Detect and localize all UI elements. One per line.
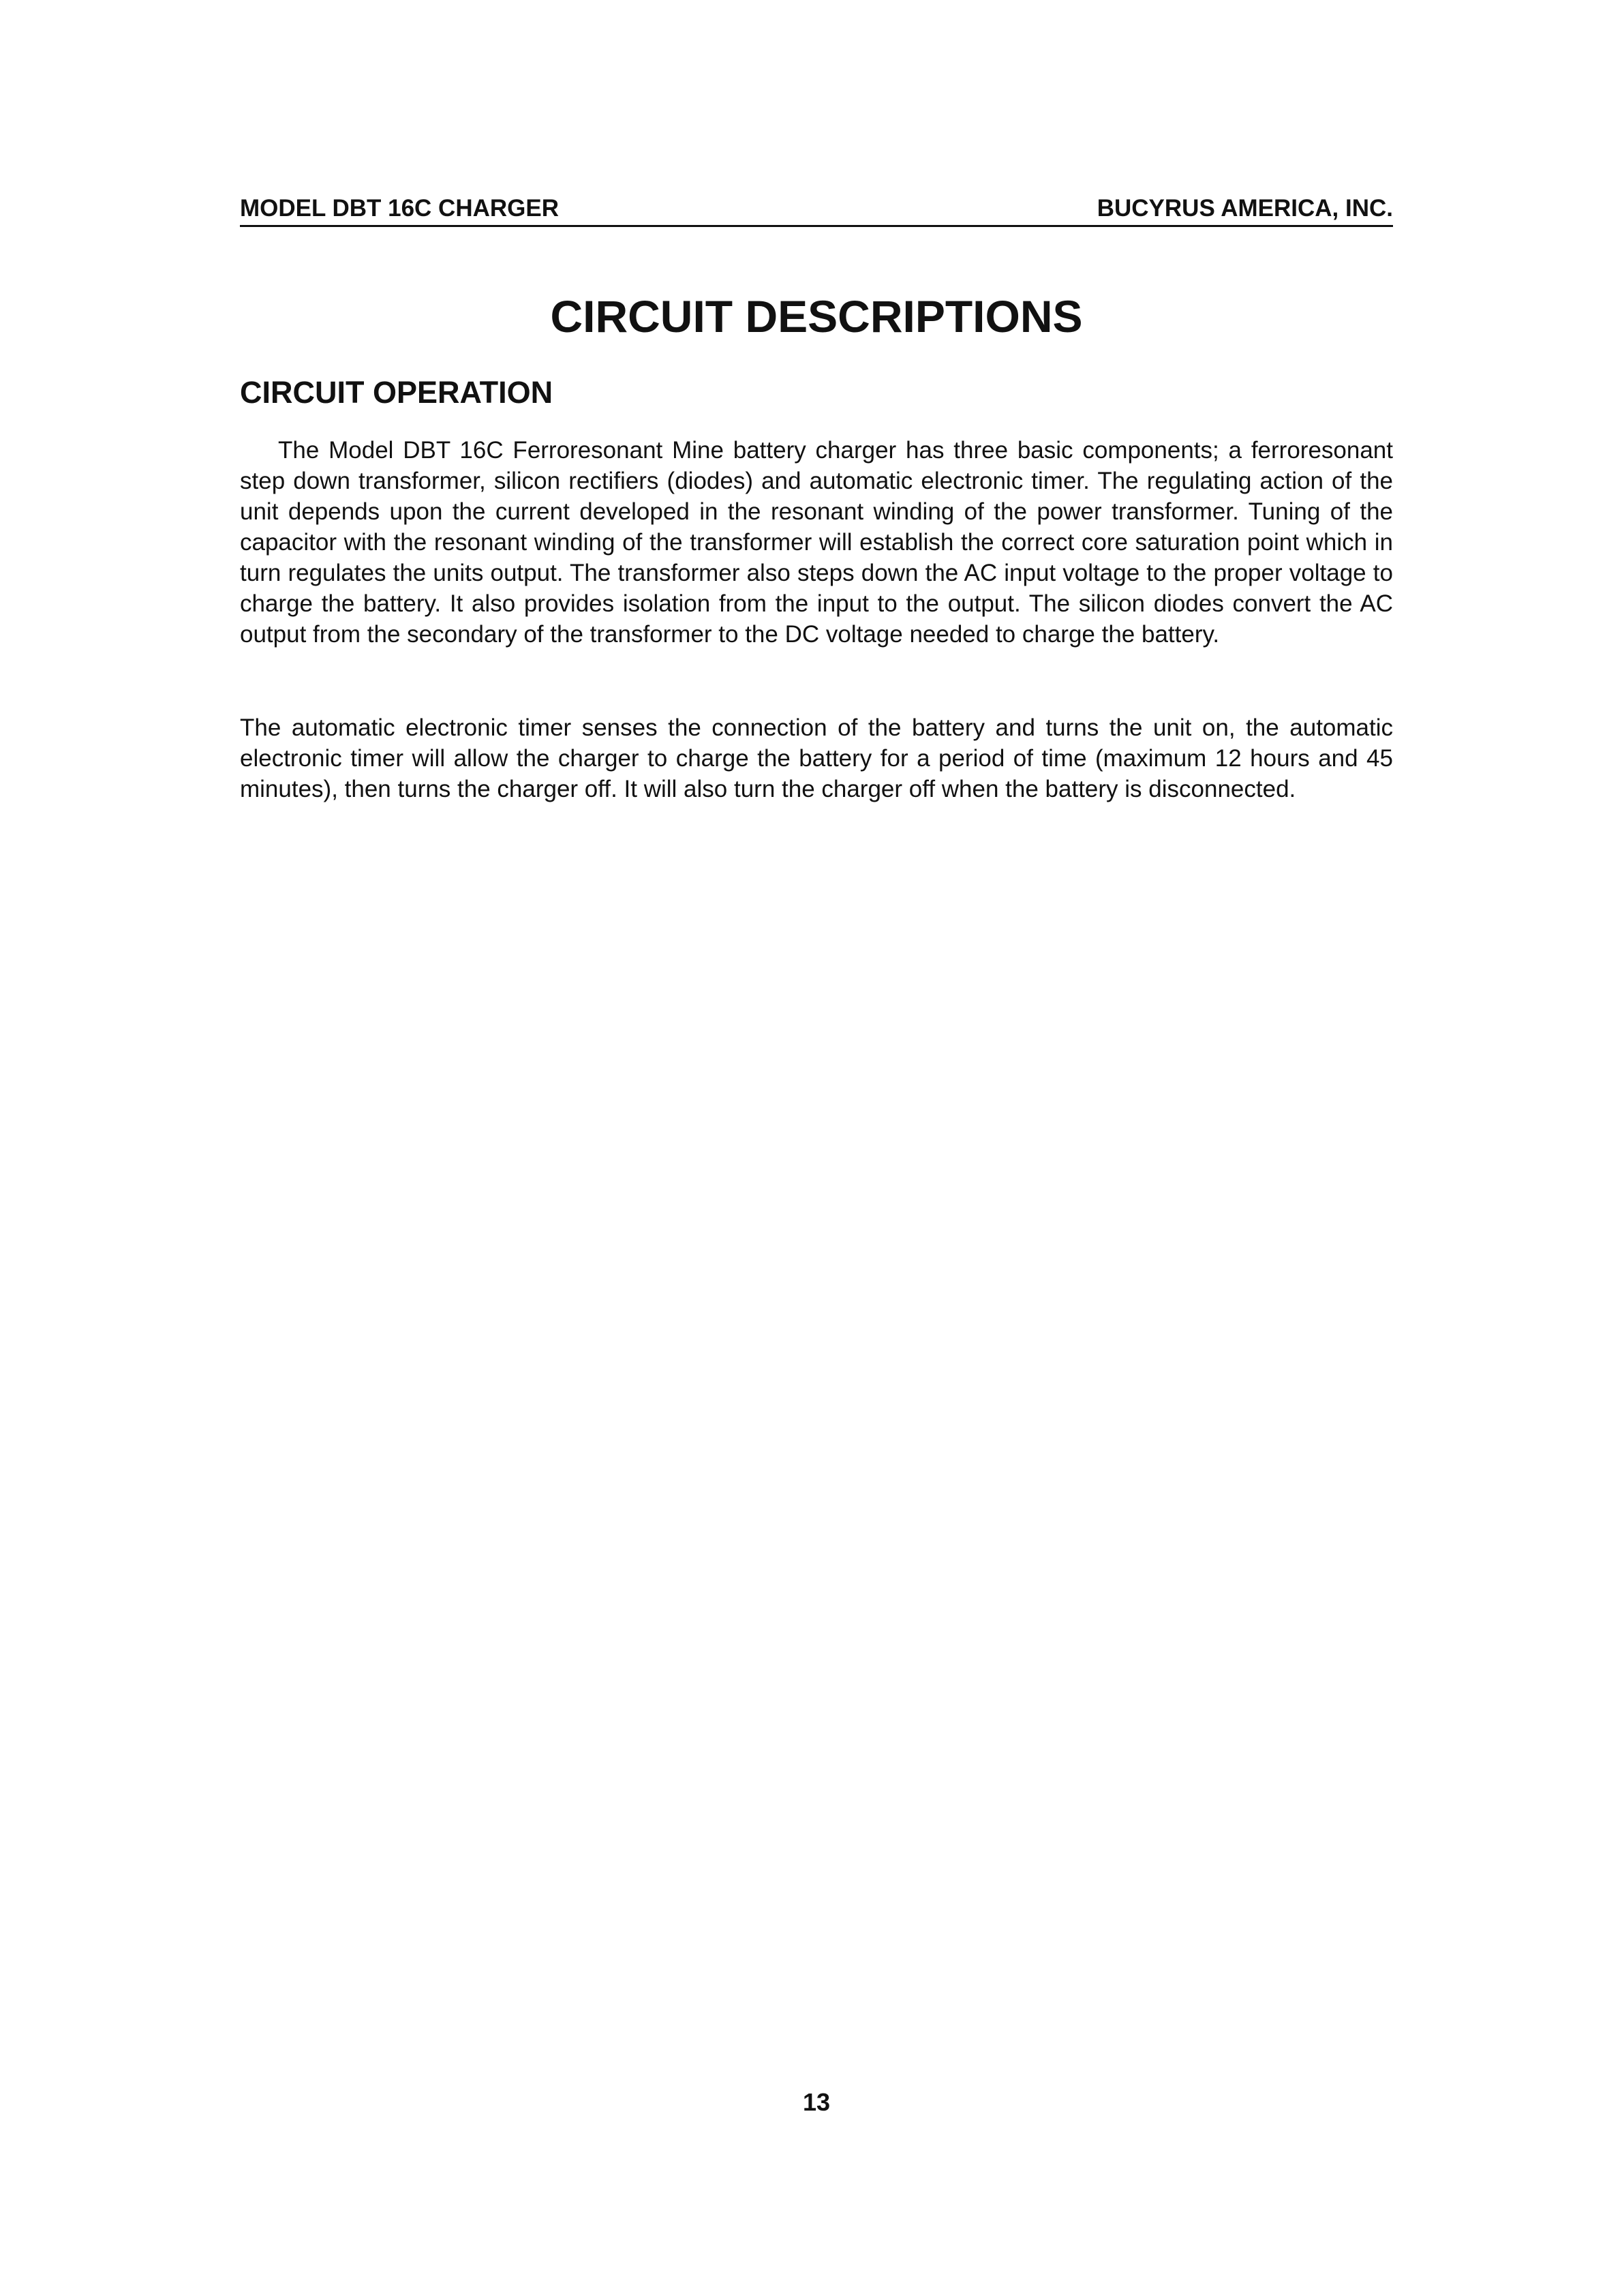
body-paragraph-1: The Model DBT 16C Ferroresonant Mine battery charger has three basic components; a ferroresonant step down transformer, silicon rectifiers (diodes) and automatic electronic timer. The regulating action of the unit depends upon the current developed in the resonant winding of the power transformer. Tuning of the capacitor with the resonant winding of the transformer will establish the correct core saturation point which in turn regulates the units output. The transformer also steps down the AC input voltage to the proper voltage to charge the battery. It also provides isolation from the input to the output. The silicon diodes convert the AC output from the secondary of the transformer to the DC voltage needed to charge the battery. — [240, 437, 1393, 648]
page-title: CIRCUIT DESCRIPTIONS — [550, 291, 1083, 342]
header-model-name: MODEL DBT 16C CHARGER — [240, 195, 560, 222]
page-number: 13 — [802, 2088, 831, 2116]
header-company-name: BUCYRUS AMERICA, INC. — [1097, 195, 1393, 222]
page-header — [240, 192, 1393, 227]
body-paragraph-2: The automatic electronic timer senses the connection of the battery and turns the unit on, the automatic electronic timer will allow the charger to charge the battery for a period of time (maximum 12 hours and 45 minutes), then turns the charger off. It will also turn the charger off when the battery is disconnected. — [240, 714, 1393, 802]
section-heading: CIRCUIT OPERATION — [240, 375, 553, 410]
